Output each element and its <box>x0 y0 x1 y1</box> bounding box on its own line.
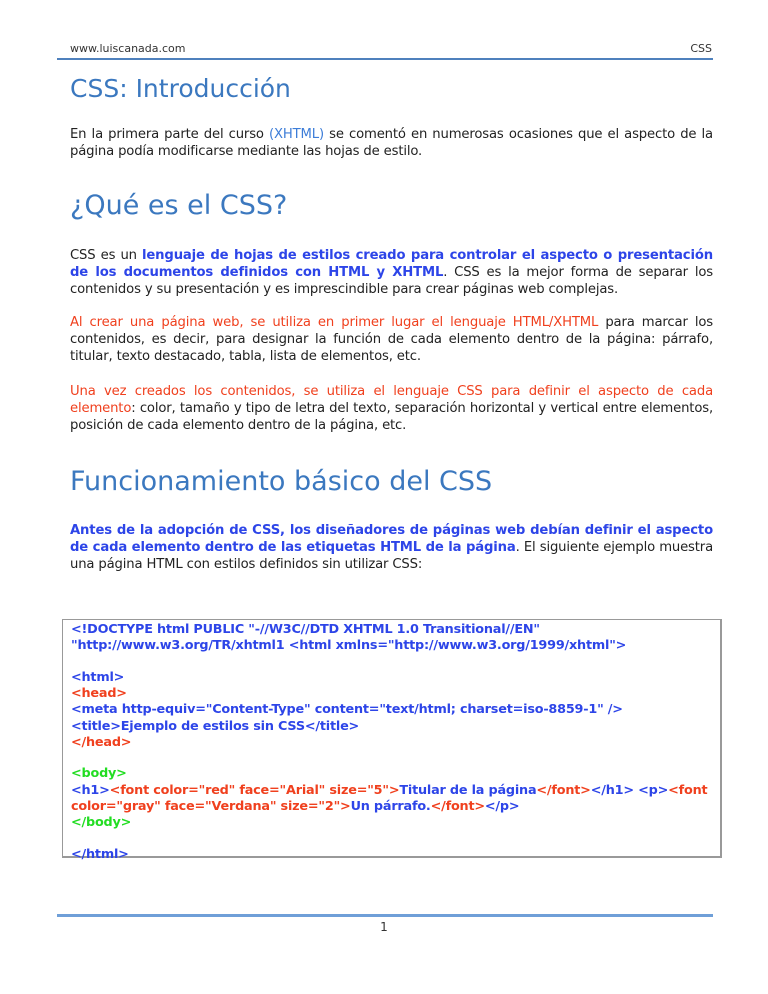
header-rule <box>57 58 713 60</box>
highlight: Una vez creados los contenidos, se utiliza el lenguaje CSS para definir el aspecto de cada elemento <box>70 384 713 416</box>
paragraph <box>70 522 713 573</box>
code-line: <meta http-equiv="Content-Type" content="text/html; charset=iso-8859-1" /> <box>71 702 623 718</box>
highlight: Antes de la adopción de CSS, los diseñadores de páginas web debían definir el aspecto de cada elemento dentro de las etiquetas HTML de la página <box>70 523 713 555</box>
code-token: </font> <box>536 782 591 798</box>
highlight: lenguaje de hojas de estilos creado para controlar el aspecto o presentación de los documentos definidos con HTML y XHTML <box>70 248 713 280</box>
header-site: www.luiscanada.com <box>70 42 186 55</box>
footer-rule <box>57 914 713 917</box>
text: . El siguiente ejemplo muestra una página HTML con estilos definidos sin utilizar CSS: <box>70 540 713 572</box>
text: CSS es un <box>70 248 142 263</box>
code-token: color="gray" face="Verdana" size="2"> <box>71 798 351 814</box>
code-line: "http://www.w3.org/TR/xhtml1 <html xmlns="http://www.w3.org/1999/xhtml"> <box>71 638 627 654</box>
code-line: <!DOCTYPE html PUBLIC "-//W3C//DTD XHTML 1.0 Transitional//EN" <box>71 622 540 637</box>
code-example-box <box>62 619 722 862</box>
code-token: <font <box>668 782 708 798</box>
intro-paragraph <box>70 126 713 160</box>
text: En la primera parte del curso <box>70 127 269 142</box>
paragraph <box>70 383 713 434</box>
text: para marcar los contenidos, es decir, para designar la función de cada elemento dentro de la página: párrafo, titular, texto destacado, tabla, lista de elementos, etc. <box>70 315 713 364</box>
code-token: Titular de la página <box>399 782 537 798</box>
section-heading-basics: Funcionamiento básico del CSS <box>70 466 493 497</box>
code-line: </body> <box>71 815 132 831</box>
code-line <box>71 799 714 815</box>
highlight: Al crear una página web, se utiliza en primer lugar el lenguaje HTML/XHTML <box>70 315 599 330</box>
code-line: <html> <box>71 669 125 685</box>
code-line: </head> <box>71 734 132 750</box>
code-token: </h1> <p> <box>590 782 669 798</box>
code-token: <h1> <box>71 782 110 798</box>
code-token: Un párrafo. <box>350 798 431 814</box>
page-title: CSS: Introducción <box>70 74 291 103</box>
code-token: </p> <box>484 798 520 814</box>
text: : color, tamaño y tipo de letra del texto, separación horizontal y vertical entre elementos, posición de cada elemento dentro de la página, etc. <box>70 401 713 433</box>
code-line: <body> <box>71 766 127 782</box>
code-line: <head> <box>71 686 127 702</box>
code-line <box>71 783 714 799</box>
code-line: <title>Ejemplo de estilos sin CSS</title> <box>71 718 360 734</box>
text: se comentó en numerosas ocasiones que el aspecto de la página podía modificarse mediante las hojas de estilo. <box>70 127 713 159</box>
paragraph <box>70 247 713 298</box>
header-section: CSS <box>690 42 712 55</box>
paragraph <box>70 314 713 365</box>
section-heading-what-is-css: ¿Qué es el CSS? <box>70 190 288 221</box>
code-line: </html> <box>71 846 129 862</box>
code-token: <font color="red" face="Arial" size="5"> <box>109 782 400 798</box>
text: . CSS es la mejor forma de separar los contenidos y su presentación y es imprescindible para crear páginas web complejas. <box>70 265 713 297</box>
xhtml-link[interactable]: (XHTML) <box>269 127 324 142</box>
page-number: 1 <box>380 920 388 934</box>
code-token: </font> <box>430 798 485 814</box>
